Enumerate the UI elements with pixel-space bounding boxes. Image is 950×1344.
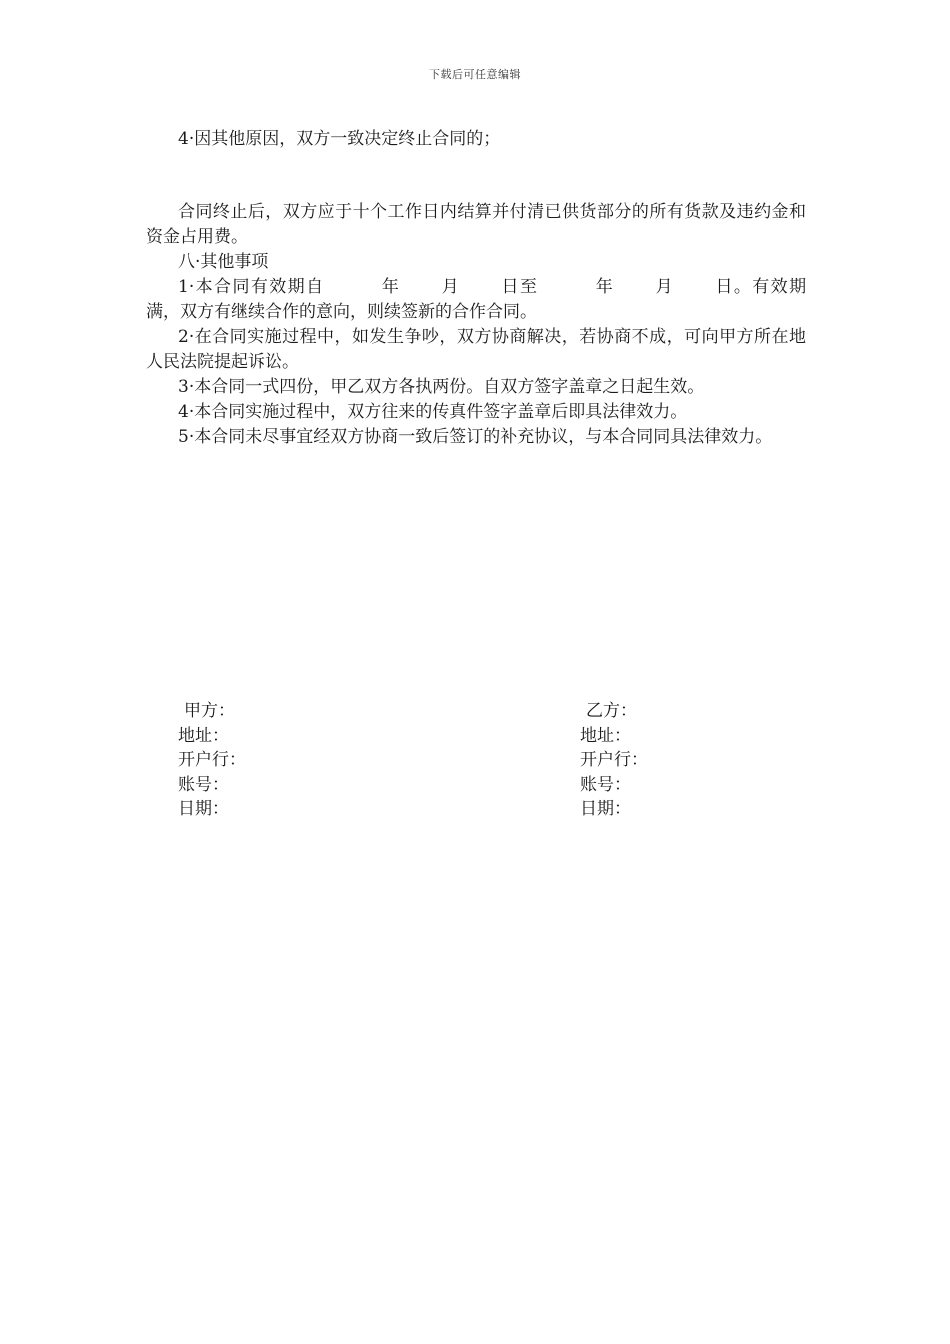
validity-day-to: 日至 xyxy=(500,277,539,297)
clause-8-2: 2·在合同实施过程中，如发生争吵，双方协商解决，若协商不成，可向甲方所在地人民法院提起诉讼。 xyxy=(146,327,806,372)
party-b-label: 乙方： xyxy=(586,701,637,721)
contract-body xyxy=(146,200,806,450)
clause-termination-4: 4·因其他原因，双方一致决定终止合同的； xyxy=(178,129,501,149)
validity-year-1: 年 xyxy=(380,277,401,297)
party-a-bank-label: 开户行： xyxy=(178,750,246,770)
party-b-address-label: 地址： xyxy=(580,725,631,746)
party-b-date-label: 日期： xyxy=(580,799,631,819)
party-a-account-label: 账号： xyxy=(178,774,229,795)
validity-clause xyxy=(146,275,806,325)
validity-day-end: 日。有效期满，双方有继续合作的意向，则续签新的合作合同。 xyxy=(146,277,807,322)
clause-8-3: 3·本合同一式四份，甲乙双方各执两份。自双方签字盖章之日起生效。 xyxy=(178,377,705,397)
party-b-bank-label: 开户行： xyxy=(580,750,648,770)
party-a-label: 甲方： xyxy=(184,701,235,721)
clause-8-4: 4·本合同实施过程中，双方往来的传真件签字盖章后即具法律效力。 xyxy=(178,402,688,422)
party-a-signature-block xyxy=(178,699,246,822)
validity-year-2: 年 xyxy=(594,277,615,297)
page-header: 下载后可任意编辑 xyxy=(429,68,521,81)
party-a-date-label: 日期： xyxy=(178,799,229,819)
section-8-title: 八·其他事项 xyxy=(178,252,269,272)
party-b-signature-block xyxy=(580,699,648,822)
validity-prefix: 1·本合同有效期自 xyxy=(178,277,325,297)
clause-8-5: 5·本合同未尽事宜经双方协商一致后签订的补充协议，与本合同同具法律效力。 xyxy=(178,427,773,447)
party-b-account-label: 账号： xyxy=(580,774,631,795)
after-termination-paragraph: 合同终止后，双方应于十个工作日内结算并付清已供货部分的所有货款及违约金和资金占用费。 xyxy=(146,202,806,247)
party-a-address-label: 地址： xyxy=(178,725,229,746)
validity-month-2: 月 xyxy=(654,277,675,297)
validity-month-1: 月 xyxy=(440,277,461,297)
